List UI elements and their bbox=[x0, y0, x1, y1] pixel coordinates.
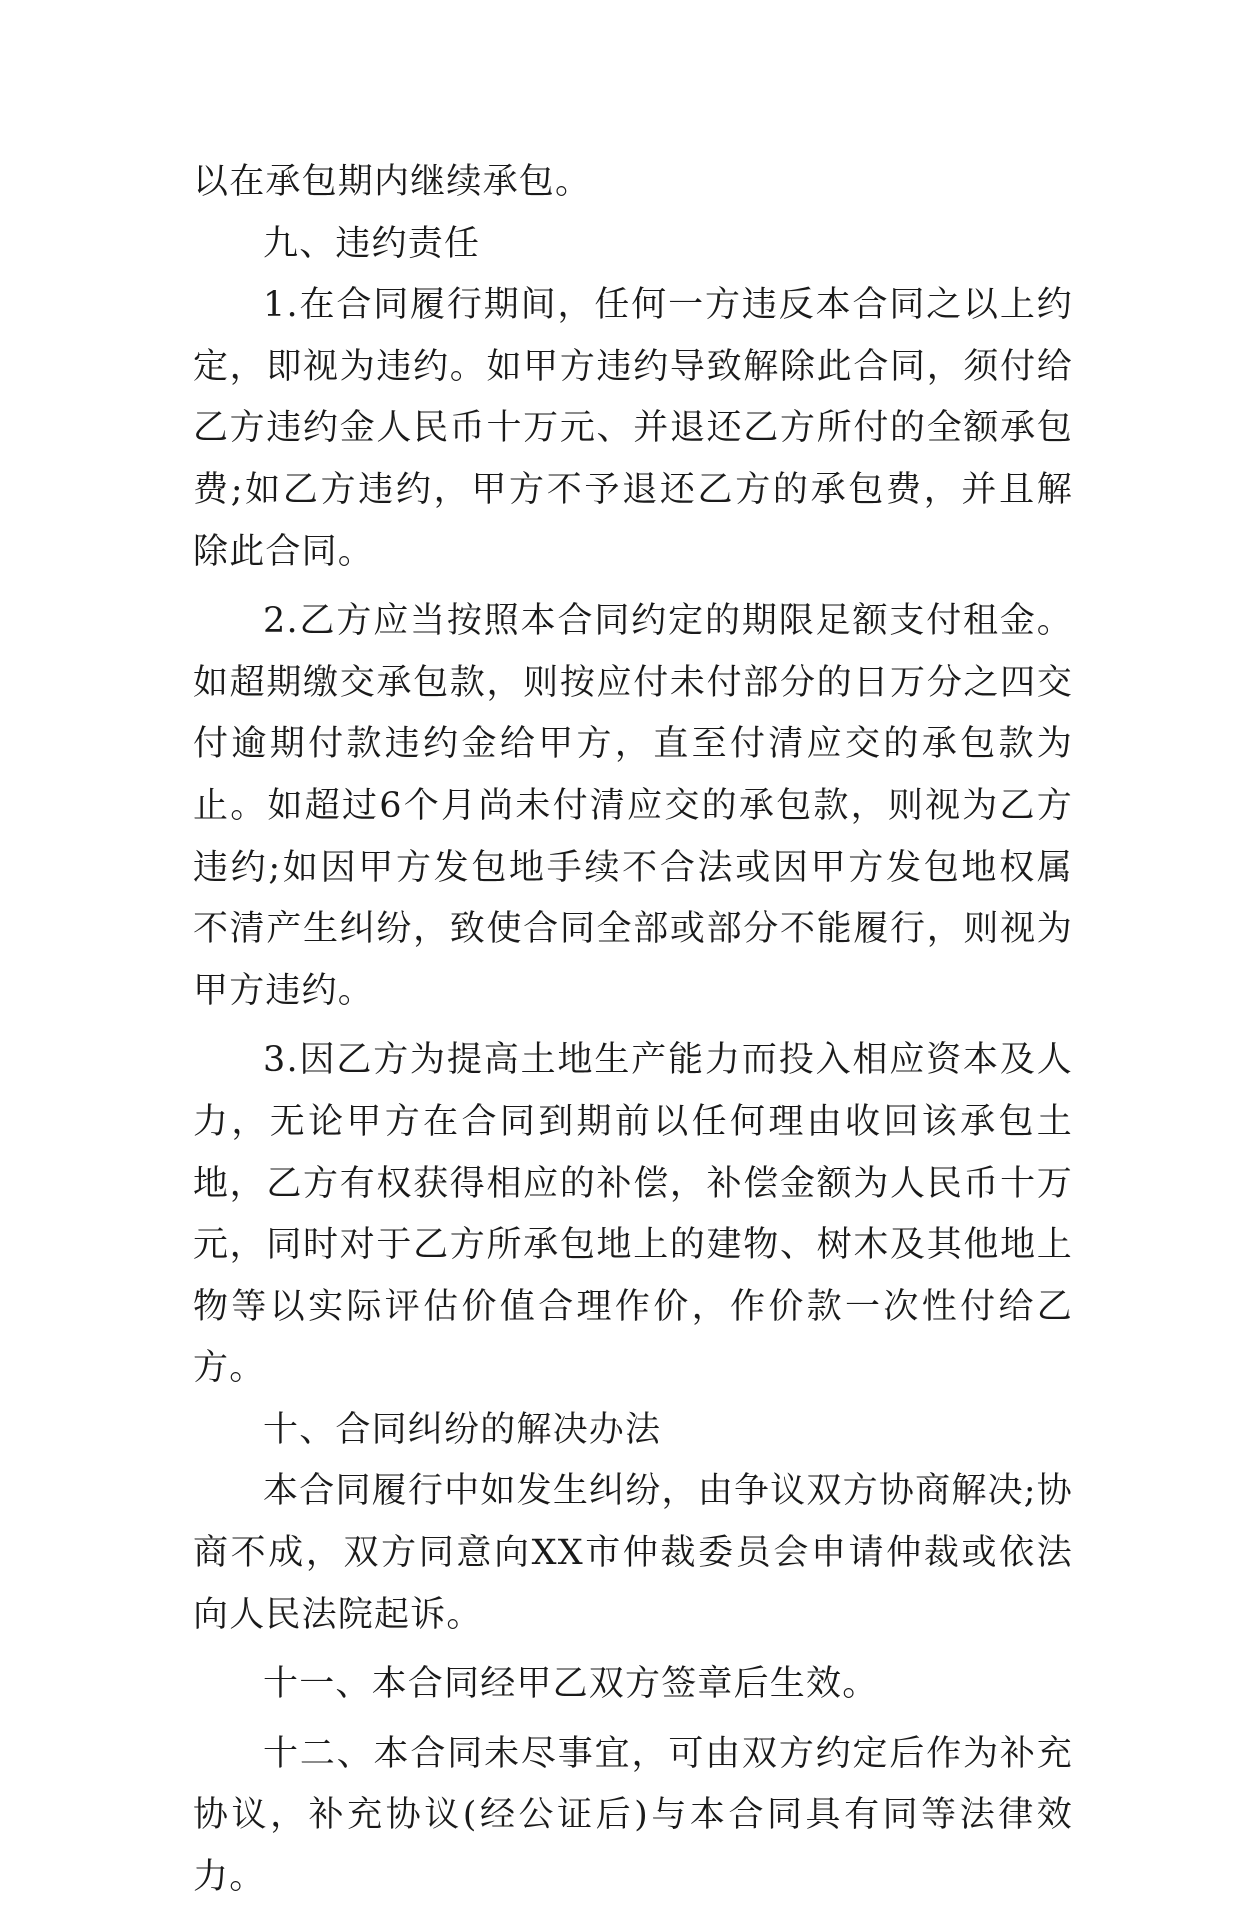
clause-9-2: 2.乙方应当按照本合同约定的期限足额支付租金。如超期缴交承包款，则按应付未付部分的日万分之四交付逾期付款违约金给甲方，直至付清应交的承包款为止。如超过6个月尚未付清应交的承包款，则视为乙方违约;如因甲方发包地手续不合法或因甲方发包地权属不清产生纠纷，致使合同全部或部分不能履行，则视为甲方违约。 bbox=[193, 601, 1073, 1011]
clause-10-body: 本合同履行中如发生纠纷，由争议双方协商解决;协商不成，双方同意向XX市仲裁委员会申请仲裁或依法向人民法院起诉。 bbox=[193, 1471, 1073, 1635]
paragraph-continuation: 以在承包期内继续承包。 bbox=[193, 162, 592, 202]
clause-9-1: 1.在合同履行期间，任何一方违反本合同之以上约定，即视为违约。如甲方违约导致解除此合同，须付给乙方违约金人民币十万元、并退还乙方所付的全额承包费;如乙方违约，甲方不予退还乙方的承包费，并且解除此合同。 bbox=[193, 285, 1073, 572]
document-body bbox=[193, 152, 1073, 1909]
clause-12: 十二、本合同未尽事宜，可由双方约定后作为补充协议，补充协议(经公证后)与本合同具有同等法律效力。 bbox=[193, 1733, 1073, 1898]
clause-11: 十一、本合同经甲乙双方签章后生效。 bbox=[263, 1664, 879, 1705]
section-heading-breach-liability: 九、违约责任 bbox=[263, 223, 481, 264]
section-heading-dispute-resolution: 十、合同纠纷的解决办法 bbox=[263, 1409, 662, 1450]
clause-9-3: 3.因乙方为提高土地生产能力而投入相应资本及人力，无论甲方在合同到期前以任何理由收回该承包土地，乙方有权获得相应的补偿，补偿金额为人民币十万元，同时对于乙方所承包地上的建物、树木及其他地上物等以实际评估价值合理作价，作价款一次性付给乙方。 bbox=[193, 1040, 1073, 1389]
